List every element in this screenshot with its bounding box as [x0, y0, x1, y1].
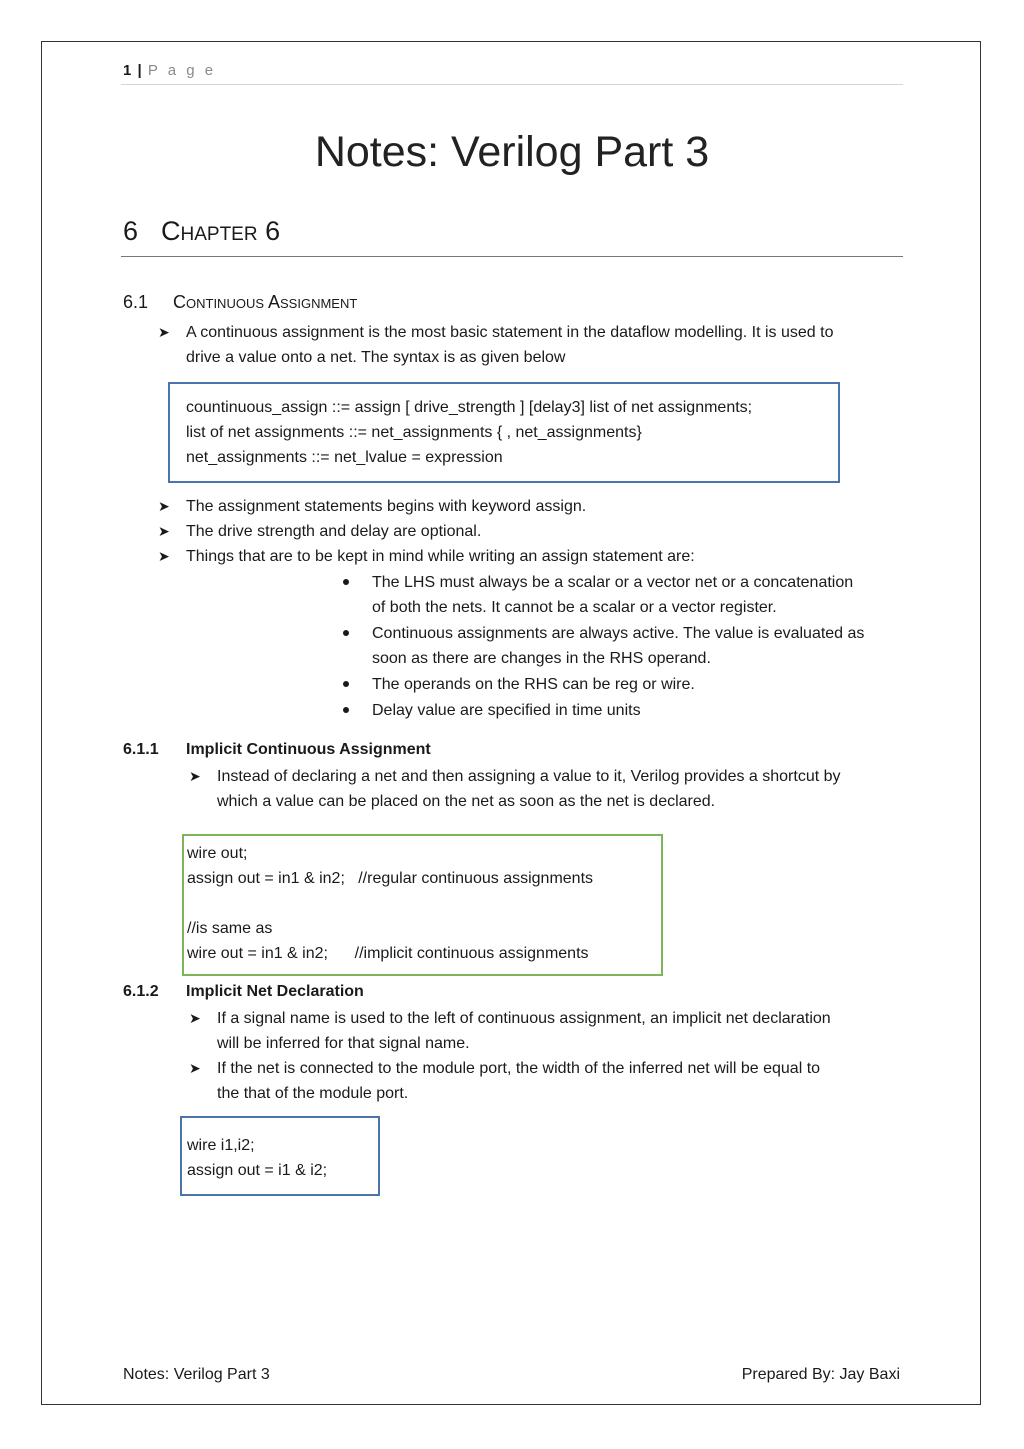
- paragraph-line: A continuous assignment is the most basic statement in the dataflow modelling. It is used to: [186, 324, 834, 341]
- bullet-text: The assignment statements begins with keyword assign.: [186, 498, 587, 515]
- arrow-bullet-icon: ➤: [158, 548, 170, 564]
- code-line: wire i1,i2;: [187, 1137, 255, 1154]
- footer-left: Notes: Verilog Part 3: [123, 1366, 270, 1383]
- section-title: Continuous Assignment: [173, 292, 358, 312]
- code-line: list of net assignments ::= net_assignments { , net_assignments}: [186, 424, 642, 441]
- section-number: 6.1.2: [123, 983, 159, 1000]
- arrow-bullet-icon: ➤: [158, 324, 170, 340]
- section-title: Implicit Continuous Assignment: [186, 741, 431, 758]
- dot-bullet-icon: [343, 681, 349, 687]
- code-line: assign out = in1 & in2; //regular continuous assignments: [187, 870, 594, 887]
- chapter-rule: [121, 256, 903, 257]
- paragraph-line: the that of the module port.: [217, 1085, 409, 1102]
- paragraph-line: Instead of declaring a net and then assigning a value to it, Verilog provides a shortcut by: [217, 768, 841, 785]
- dot-bullet-icon: [343, 707, 349, 713]
- section-heading-6-1-1: [123, 741, 431, 759]
- page-number: 1: [123, 62, 133, 79]
- syntax-code-box: [168, 382, 840, 483]
- chapter-title: Chapter 6: [161, 216, 281, 246]
- arrow-bullet-icon: ➤: [189, 768, 201, 784]
- bullet-text: Things that are to be kept in mind while writing an assign statement are:: [186, 548, 695, 565]
- arrow-bullet-icon: ➤: [158, 523, 170, 539]
- chapter-heading: [123, 216, 280, 247]
- page-number-header: [123, 62, 216, 79]
- page-separator: |: [137, 62, 143, 79]
- footer-right: Prepared By: Jay Baxi: [741, 1366, 900, 1383]
- paragraph-line: drive a value onto a net. The syntax is as given below: [186, 349, 566, 366]
- section-heading-6-1: [123, 292, 357, 313]
- code-line: wire out;: [187, 845, 248, 862]
- implicit-net-code-box: [180, 1116, 380, 1196]
- code-line: wire out = in1 & in2; //implicit continuous assignments: [187, 945, 589, 962]
- section-number: 6.1: [123, 292, 149, 312]
- document-title: Notes: Verilog Part 3: [314, 128, 710, 176]
- sub-bullet-text: of both the nets. It cannot be a scalar or a vector register.: [372, 599, 777, 616]
- header-divider: [121, 84, 903, 85]
- arrow-bullet-icon: ➤: [158, 498, 170, 514]
- dot-bullet-icon: [343, 630, 349, 636]
- sub-bullet-text: Continuous assignments are always active. The value is evaluated as: [372, 625, 865, 642]
- code-line: countinuous_assign ::= assign [ drive_strength ] [delay3] list of net assignments;: [186, 399, 753, 416]
- code-line: net_assignments ::= net_lvalue = expression: [186, 449, 503, 466]
- sub-bullet-text: soon as there are changes in the RHS operand.: [372, 650, 711, 667]
- section-number: 6.1.1: [123, 741, 159, 758]
- implicit-assign-code-box: [182, 834, 663, 976]
- sub-bullet-text: The operands on the RHS can be reg or wire.: [372, 676, 695, 693]
- paragraph-line: If the net is connected to the module port, the width of the inferred net will be equal to: [217, 1060, 821, 1077]
- arrow-bullet-icon: ➤: [189, 1010, 201, 1026]
- arrow-bullet-icon: ➤: [189, 1060, 201, 1076]
- bullet-text: The drive strength and delay are optional.: [186, 523, 482, 540]
- code-line: //is same as: [187, 920, 273, 937]
- chapter-number: 6: [123, 216, 139, 246]
- paragraph-line: which a value can be placed on the net as soon as the net is declared.: [217, 793, 716, 810]
- page-word: P a g e: [147, 62, 217, 79]
- section-heading-6-1-2: [123, 983, 364, 1001]
- paragraph-line: will be inferred for that signal name.: [217, 1035, 470, 1052]
- sub-bullet-text: Delay value are specified in time units: [372, 702, 641, 719]
- code-line: assign out = i1 & i2;: [187, 1162, 328, 1179]
- sub-bullet-text: The LHS must always be a scalar or a vector net or a concatenation: [372, 574, 854, 591]
- paragraph-line: If a signal name is used to the left of continuous assignment, an implicit net declaration: [217, 1010, 831, 1027]
- section-title: Implicit Net Declaration: [186, 983, 364, 1000]
- dot-bullet-icon: [343, 579, 349, 585]
